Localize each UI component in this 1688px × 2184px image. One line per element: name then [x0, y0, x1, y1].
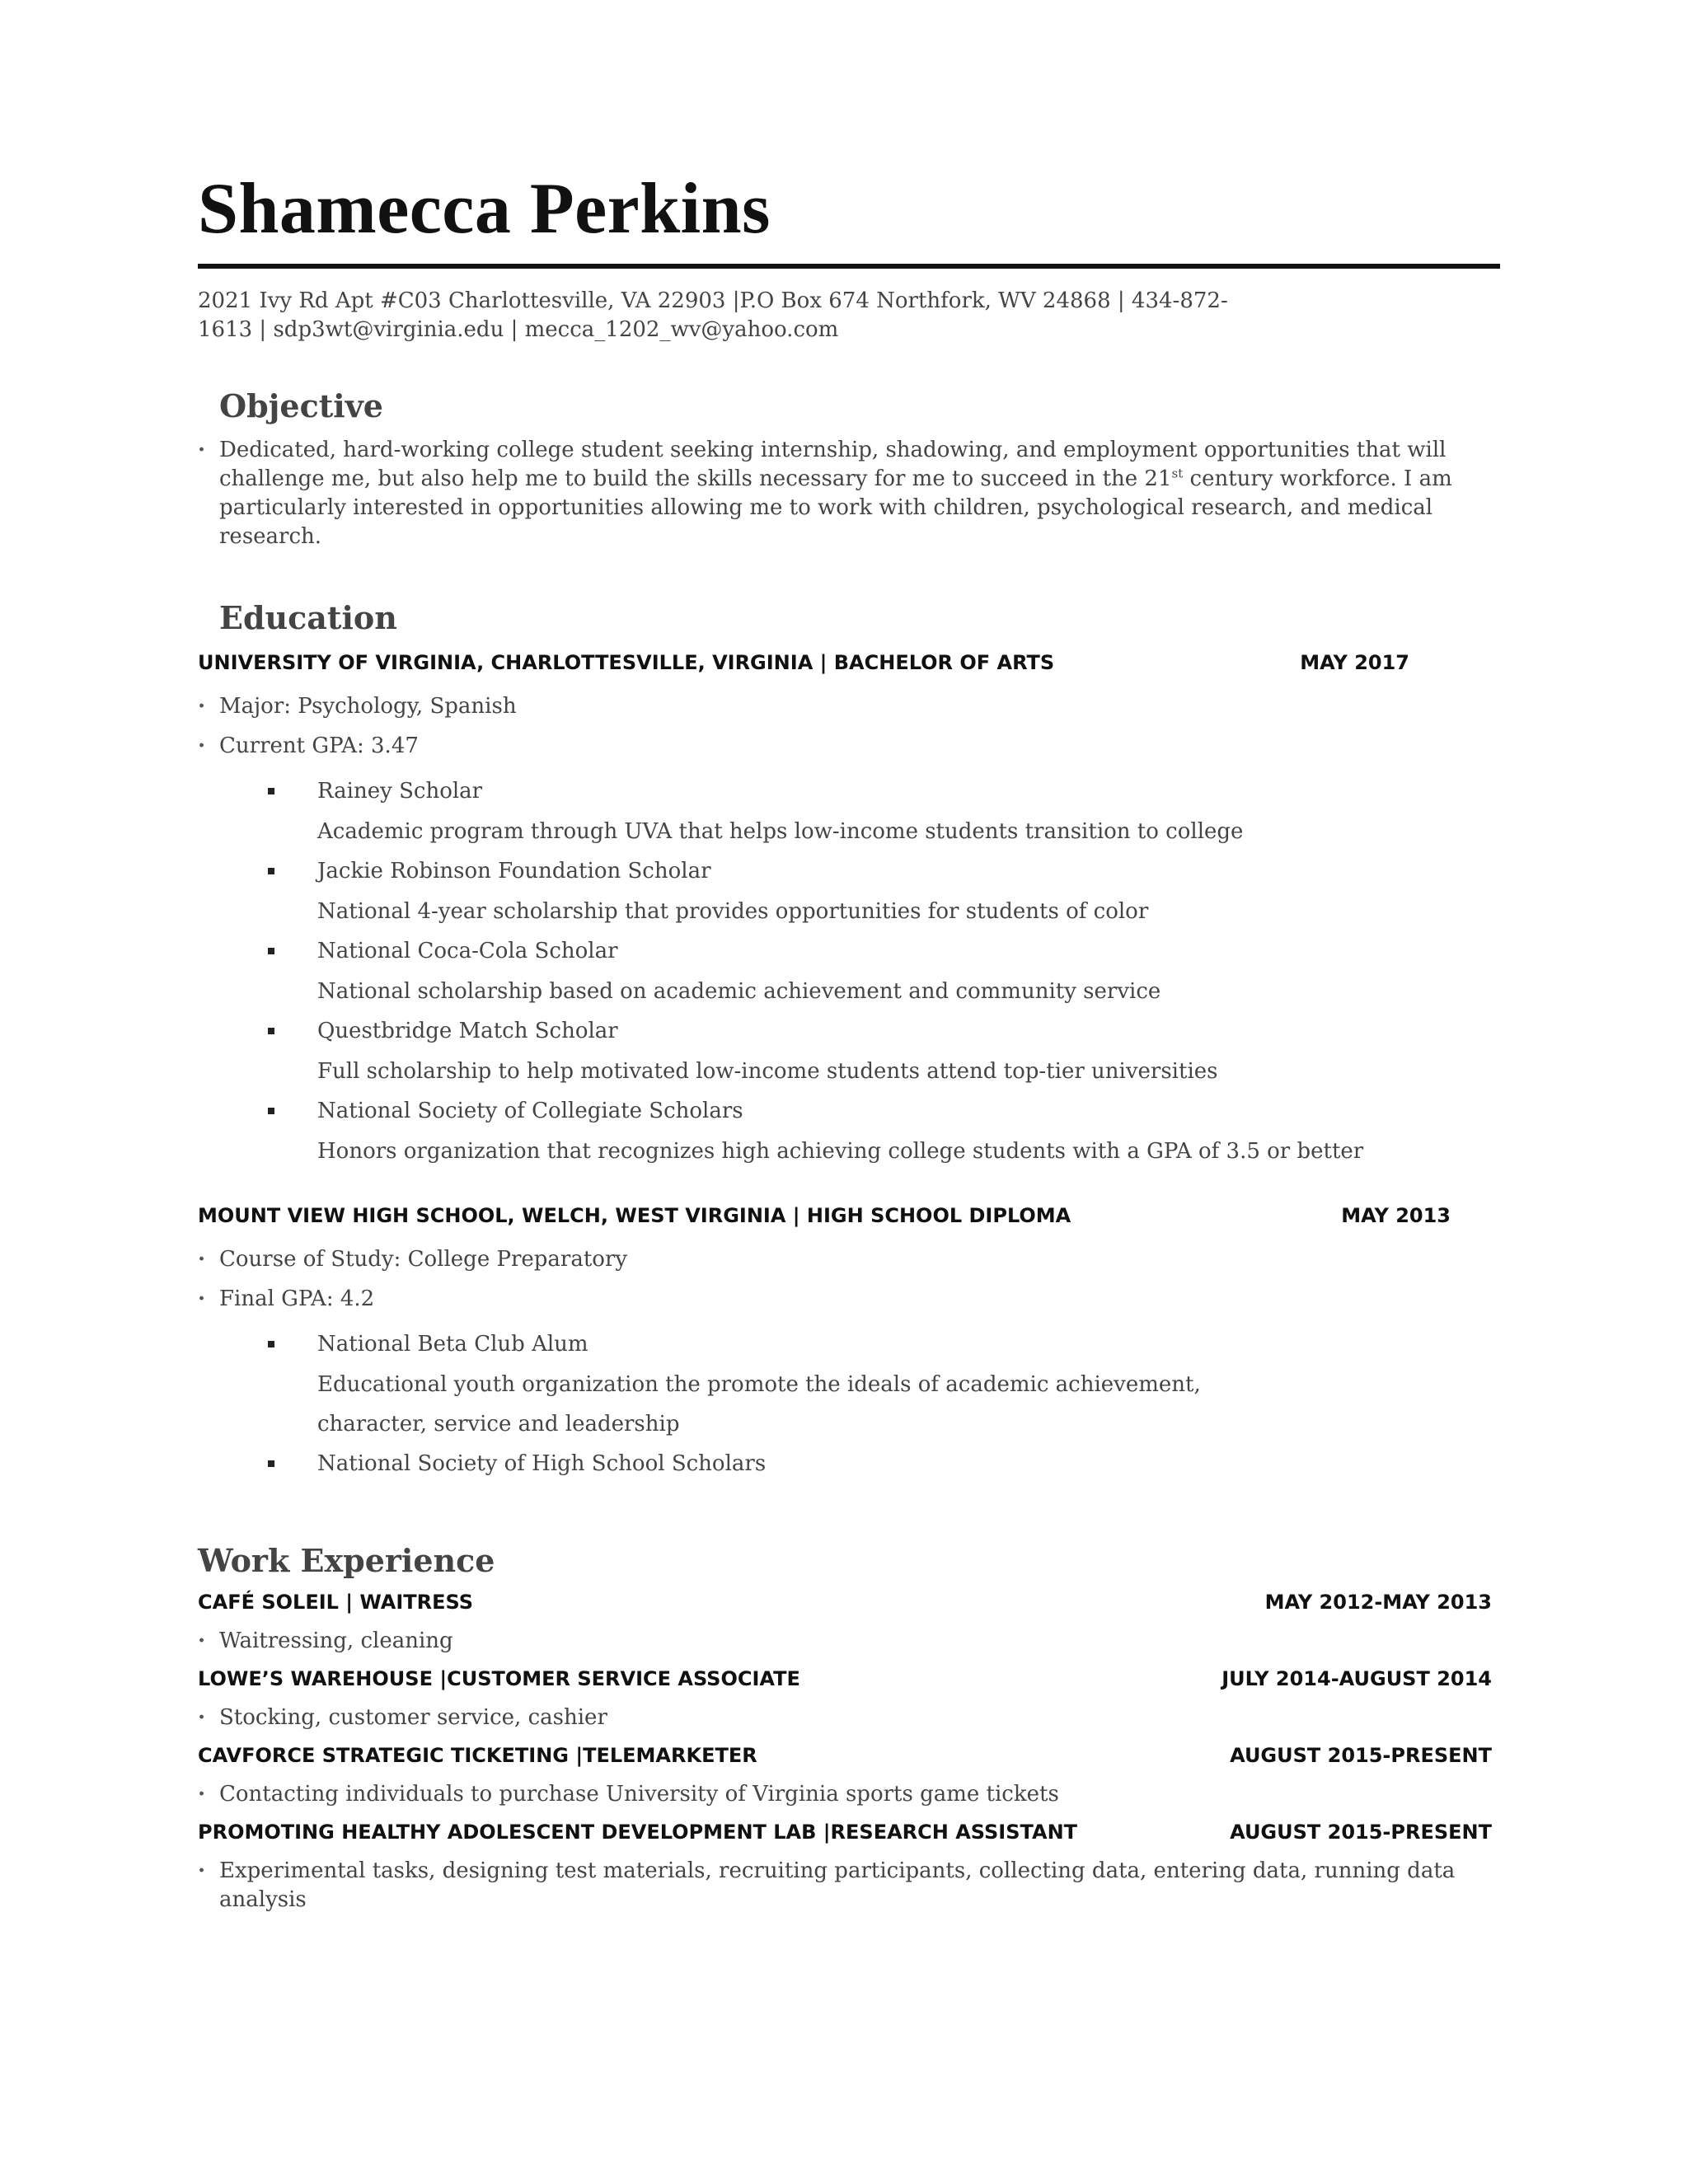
education-entry-header [198, 1204, 1451, 1227]
honor-description: Educational youth organization the promote the ideals of academic achievement, [317, 1372, 1201, 1397]
objective-text-part: challenge me, but also help me to build the skills necessary for me to succeed in the 21 [219, 466, 1172, 491]
education-details [198, 1245, 1500, 1314]
objective-line: research. [219, 524, 322, 549]
entry-date: AUGUST 2015-PRESENT [1230, 1821, 1492, 1844]
list-item: · Current GPA: 3.47 [198, 732, 1500, 761]
job-title: PROMOTING HEALTHY ADOLESCENT DEVELOPMENT LAB |RESEARCH ASSISTANT [198, 1821, 1078, 1844]
entry-date: MAY 2017 [1300, 651, 1409, 674]
objective-line [219, 465, 1452, 494]
work-entry-header [198, 1591, 1492, 1614]
job-title: LOWE’S WAREHOUSE |CUSTOMER SERVICE ASSOCIATE [198, 1667, 800, 1690]
education-heading: Education [219, 599, 397, 636]
resume-page [198, 169, 1500, 1915]
objective-line: · Dedicated, hard-working college student seeking internship, shadowing, and employment opportunities that will [219, 438, 1447, 462]
honor-name: National Beta Club Alum [268, 1324, 1500, 1365]
superscript: st [1171, 466, 1184, 481]
honor-description: character, service and leadership [317, 1412, 680, 1436]
honor-name: National Society of High School Scholars [268, 1444, 1500, 1484]
contact-line: 2021 Ivy Rd Apt #C03 Charlottesville, VA 22903 |P.O Box 674 Northfork, WV 24868 | 434-872- [198, 288, 1228, 313]
objective-text [198, 436, 1452, 551]
honor-name: Jackie Robinson Foundation Scholar [268, 851, 1500, 892]
job-title: CAVFORCE STRATEGIC TICKETING |TELEMARKETER [198, 1744, 757, 1767]
list-item: · Final GPA: 4.2 [198, 1285, 1500, 1314]
objective-heading: Objective [219, 387, 383, 424]
list-item [198, 1857, 1500, 1915]
resume-name: Shamecca Perkins [198, 173, 1500, 269]
honor-name: Questbridge Match Scholar [268, 1011, 1500, 1052]
work-experience-heading: Work Experience [198, 1542, 495, 1579]
contact-line: 1613 | sdp3wt@virginia.edu | mecca_1202_wv@yahoo.com [198, 317, 839, 342]
work-entry-header [198, 1744, 1492, 1767]
objective-line: particularly interested in opportunities allowing me to work with children, psychological research, and medical [219, 495, 1433, 520]
work-entry [198, 1667, 1500, 1732]
honor-name: National Society of Collegiate Scholars [268, 1091, 1500, 1132]
list-item: · Major: Psychology, Spanish [198, 692, 1500, 721]
job-title: CAFÉ SOLEIL | WAITRESS [198, 1591, 474, 1614]
entry-date: JULY 2014-AUGUST 2014 [1221, 1667, 1492, 1690]
list-item: · Course of Study: College Preparatory [198, 1245, 1500, 1274]
work-entry [198, 1744, 1500, 1809]
objective-text-part: century workforce. I am [1183, 466, 1452, 491]
honor-name: Rainey Scholar [268, 771, 1500, 812]
school-title: MOUNT VIEW HIGH SCHOOL, WELCH, WEST VIRGINIA | HIGH SCHOOL DIPLOMA [198, 1204, 1071, 1227]
work-entry-header [198, 1667, 1492, 1690]
honor-description: Honors organization that recognizes high achieving college students with a GPA of 3.5 or better [317, 1139, 1364, 1164]
list-item: · Waitressing, cleaning [198, 1627, 1500, 1656]
honor-description: Full scholarship to help motivated low-income students attend top-tier universities [317, 1059, 1218, 1084]
entry-date: MAY 2012-MAY 2013 [1264, 1591, 1492, 1614]
honor-name: National Coca-Cola Scholar [268, 931, 1500, 972]
list-item-line: · Experimental tasks, designing test materials, recruiting participants, collecting data, entering data, running data [219, 1858, 1456, 1883]
education-details [198, 692, 1500, 761]
honor-description: Academic program through UVA that helps low-income students transition to college [317, 819, 1244, 844]
contact-info [198, 287, 1236, 344]
honor-description: National scholarship based on academic achievement and community service [317, 979, 1161, 1004]
work-entry [198, 1821, 1500, 1915]
work-entry-header [198, 1821, 1492, 1844]
entry-date: AUGUST 2015-PRESENT [1230, 1744, 1492, 1767]
work-entry [198, 1591, 1500, 1656]
school-title: UNIVERSITY OF VIRGINIA, CHARLOTTESVILLE, VIRGINIA | BACHELOR OF ARTS [198, 651, 1055, 674]
list-item: · Stocking, customer service, cashier [198, 1704, 1500, 1732]
honor-description: National 4-year scholarship that provides opportunities for students of color [317, 899, 1149, 924]
honors-list [268, 771, 1500, 1171]
honors-list [268, 1324, 1500, 1484]
education-entry-header [198, 651, 1409, 674]
list-item: · Contacting individuals to purchase University of Virginia sports game tickets [198, 1780, 1500, 1809]
list-item-line: analysis [219, 1887, 307, 1912]
entry-date: MAY 2013 [1341, 1204, 1451, 1227]
